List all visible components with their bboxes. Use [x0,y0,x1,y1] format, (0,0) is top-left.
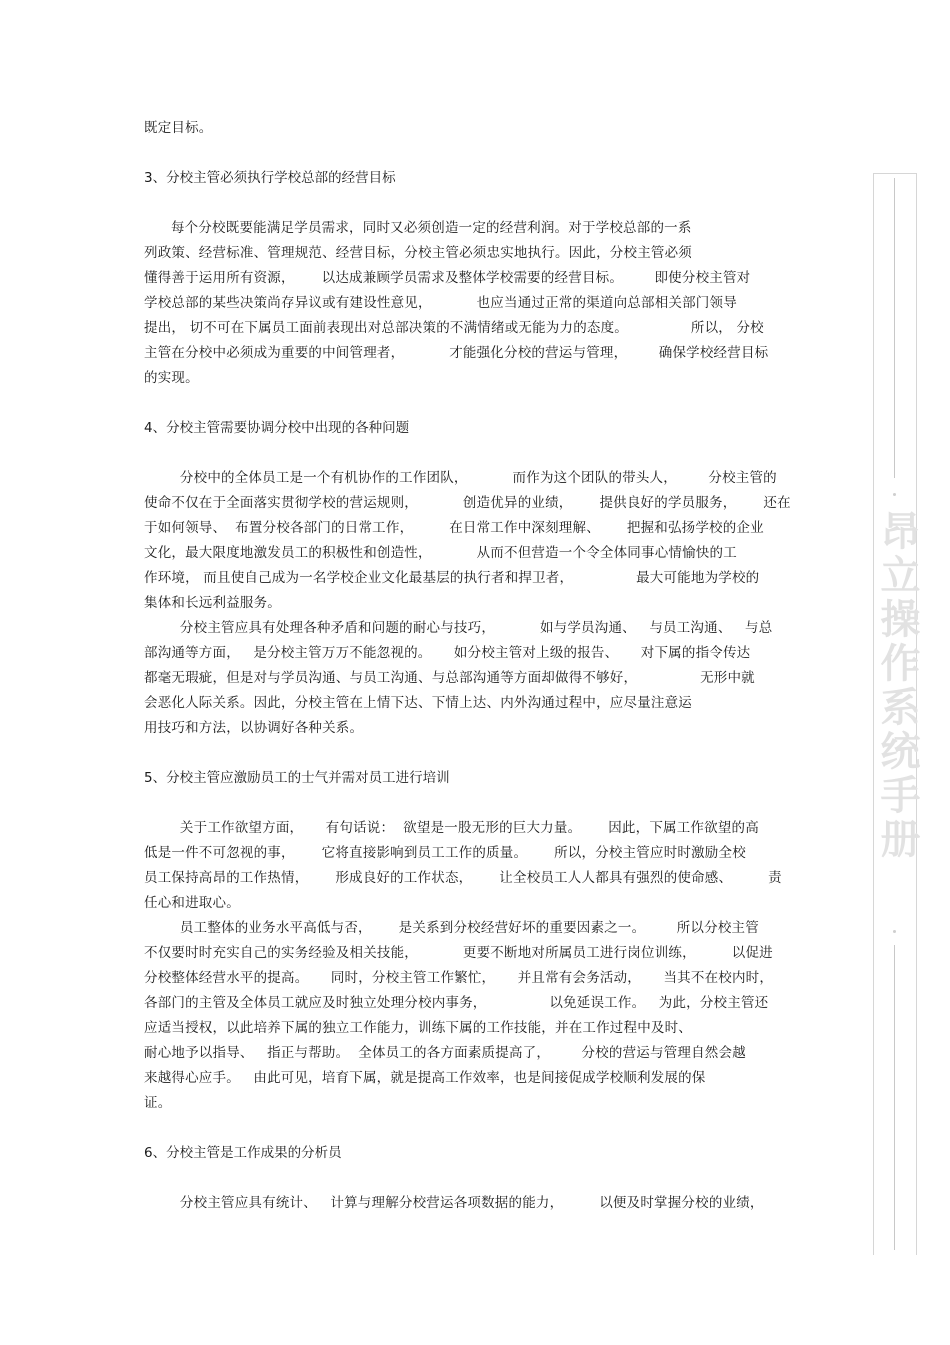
text-line: 分校整体经营水平的提高。 同时，分校主管工作繁忙， 并且常有会务活动， 当其不在校内时， [144,970,774,986]
text-line: 任心和进取心。 [144,895,240,911]
paragraph-gap [144,791,814,816]
text-line: 的实现。 [144,370,199,386]
text-line: 分校主管应具有处理各种矛盾和问题的耐心与技巧， 如与学员沟通、 与员工沟通、 与总 [144,620,773,636]
paragraph-gap [144,741,814,766]
text-line: 集体和长远利益服务。 [144,595,281,611]
text-line: 耐心地予以指导、 指正与帮助。 全体员工的各方面素质提高了， 分校的营运与管理自然会越 [144,1045,746,1061]
text-line: 不仅要时时充实自己的实务经验及相关技能， 更要不断地对所属员工进行岗位训练， 以促进 [144,945,773,961]
side-band-title: 昂立操作系统手册 [874,510,920,862]
side-band-dot-bottom [893,930,896,933]
section-heading-6: 6、分校主管是工作成果的分析员 [144,1145,342,1161]
text-line: 员工保持高昂的工作热情， 形成良好的工作状态， 让全校员工人人都具有强烈的使命感、 责 [144,870,782,886]
text-line: 来越得心应手。 由此可见，培育下属，就是提高工作效率，也是间接促成学校顺利发展的保 [144,1070,706,1086]
text-line: 应适当授权，以此培养下属的独立工作能力，训练下属的工作技能，并在工作过程中及时、 [144,1020,692,1036]
paragraph-gap [144,1166,814,1191]
text-line: 员工整体的业务水平高低与否， 是关系到分校经营好坏的重要因素之一。 所以分校主管 [144,920,759,936]
text-line: 每个分校既要能满足学员需求，同时又必须创造一定的经营利润。对于学校总部的一系 [144,220,692,236]
section-heading-5: 5、分校主管应激励员工的士气并需对员工进行培训 [144,770,450,786]
text-line: 证。 [144,1095,172,1111]
document-body [144,116,814,1216]
text-line: 会恶化人际关系。因此，分校主管在上情下达、下情上达、内外沟通过程中，应尽量注意运 [144,695,692,711]
text-line: 低是一件不可忽视的事， 它将直接影响到员工工作的质量。 所以，分校主管应时时激励全校 [144,845,746,861]
text-line: 用技巧和方法，以协调好各种关系。 [144,720,364,736]
side-band-upper-rule [894,178,895,478]
paragraph-gap [144,391,814,416]
text-line: 于如何领导、 布置分校各部门的日常工作， 在日常工作中深刻理解、 把握和弘扬学校的企业 [144,520,764,536]
text-line: 各部门的主管及全体员工就应及时独立处理分校内事务， 以免延误工作。 为此，分校主管还 [144,995,769,1011]
text-line: 分校主管应具有统计、 计算与理解分校营运各项数据的能力， 以便及时掌握分校的业绩， [144,1195,764,1211]
text-line: 关于工作欲望方面， 有句话说： 欲望是一股无形的巨大力量。 因此，下属工作欲望的高 [144,820,759,836]
paragraph-gap [144,1116,814,1141]
side-band-top-border [873,173,917,174]
text-line: 部沟通等方面， 是分校主管万万不能忽视的。 如分校主管对上级的报告、 对下属的指令传达 [144,645,751,661]
paragraph-gap [144,191,814,216]
text-line: 主管在分校中必须成为重要的中间管理者， 才能强化分校的营运与管理， 确保学校经营目标 [144,345,769,361]
text-line: 分校中的全体员工是一个有机协作的工作团队， 而作为这个团队的带头人， 分校主管的 [144,470,777,486]
text-line: 既定目标。 [144,120,213,136]
text-line: 提出， 切不可在下属员工面前表现出对总部决策的不满情绪或无能为力的态度。 所以， 分校 [144,320,764,336]
text-line: 文化，最大限度地激发员工的积极性和创造性， 从而不但营造一个令全体同事心情愉快的工 [144,545,737,561]
text-line: 作环境， 而且使自己成为一名学校企业文化最基层的执行者和捍卫者， 最大可能地为学校的 [144,570,760,586]
paragraph-gap [144,441,814,466]
text-line: 使命不仅在于全面落实贯彻学校的营运规则， 创造优异的业绩， 提供良好的学员服务， 还在 [144,495,791,511]
section-heading-3: 3、分校主管必须执行学校总部的经营目标 [144,170,396,186]
side-band-dot-top [893,493,896,496]
text-line: 都毫无瑕疵，但是对与学员沟通、与员工沟通、与总部沟通等方面却做得不够好， 无形中就 [144,670,755,686]
side-band-lower-rule [894,945,895,1250]
paragraph-gap [144,141,814,166]
text-line: 列政策、经营标准、管理规范、经营目标，分校主管必须忠实地执行。因此，分校主管必须 [144,245,692,261]
section-heading-4: 4、分校主管需要协调分校中出现的各种问题 [144,420,410,436]
text-line: 懂得善于运用所有资源， 以达成兼顾学员需求及整体学校需要的经营目标。 即使分校主管对 [144,270,751,286]
text-line: 学校总部的某些决策尚存异议或有建设性意见， 也应当通过正常的渠道向总部相关部门领导 [144,295,737,311]
